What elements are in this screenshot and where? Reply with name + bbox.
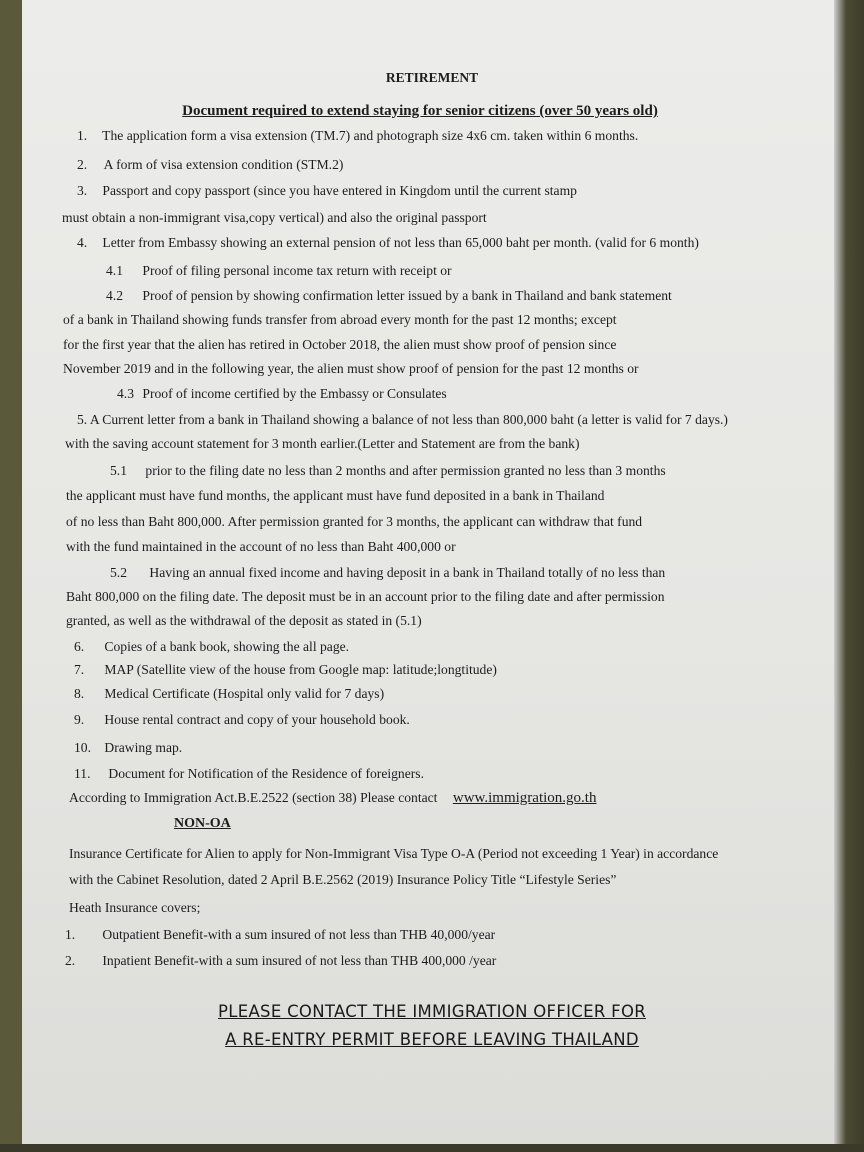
item-number: 2.	[77, 157, 88, 172]
item-number: 7.	[74, 662, 85, 677]
list-item-5-1	[110, 463, 666, 479]
item-number: 4.1	[106, 263, 123, 278]
list-item-11	[74, 766, 424, 782]
document-subtitle: Document required to extend staying for senior citizens (over 50 years old)	[182, 103, 658, 119]
item-text: Proof of income certified by the Embassy or Consulates	[142, 386, 447, 401]
item-number: 6.	[74, 639, 85, 654]
non-oa-paragraph-2: with the Cabinet Resolution, dated 2 April B.E.2562 (2019) Insurance Policy Title “Lifestyle Series”	[69, 872, 617, 887]
item-text: The application form a visa extension (TM.7) and photograph size 4x6 cm. taken within 6 months.	[102, 128, 639, 143]
item-number: 1.	[65, 927, 76, 942]
non-oa-paragraph-1: Insurance Certificate for Alien to apply for Non-Immigrant Visa Type O-A (Period not exceeding 1 Year) in accordance	[69, 846, 719, 861]
item-text: Document for Notification of the Residence of foreigners.	[108, 766, 424, 781]
list-item-5-2-line-2: Baht 800,000 on the filing date. The deposit must be in an account prior to the filing date and after permission	[66, 589, 665, 604]
item-text: Proof of filing personal income tax return with receipt or	[142, 263, 452, 278]
list-item-2	[77, 157, 343, 173]
item-number: 3.	[77, 183, 88, 198]
list-item-3-continued: must obtain a non-immigrant visa,copy vertical) and also the original passport	[62, 210, 487, 225]
non-oa-paragraph-3: Heath Insurance covers;	[69, 900, 201, 915]
item-text: House rental contract and copy of your household book.	[104, 712, 410, 727]
list-item-5-1-line-3: of no less than Baht 800,000. After permission granted for 3 months, the applicant can withdraw that fund	[66, 514, 643, 529]
item-text: MAP (Satellite view of the house from Google map: latitude;longtitude)	[104, 662, 497, 677]
item-number: 8.	[74, 686, 85, 701]
item-number: 4.3	[117, 386, 134, 401]
item-number: 1.	[77, 128, 88, 143]
list-item-9	[74, 712, 410, 728]
reentry-notice-line-1: PLEASE CONTACT THE IMMIGRATION OFFICER FOR	[218, 1002, 646, 1021]
list-item-4-2-line-4: November 2019 and in the following year, the alien must show proof of pension for the past 12 months or	[63, 361, 639, 376]
list-item-4-2-line-2: of a bank in Thailand showing funds transfer from abroad every month for the past 12 months; except	[63, 312, 617, 327]
benefit-item-1	[65, 927, 495, 943]
list-item-7	[74, 662, 497, 678]
list-item-5-1-line-4: with the fund maintained in the account of no less than Baht 400,000 or	[66, 539, 456, 554]
list-item-8	[74, 686, 384, 702]
item-text: Passport and copy passport (since you have entered in Kingdom until the current stamp	[102, 183, 577, 198]
item-number: 2.	[65, 953, 76, 968]
list-item-4	[77, 235, 699, 251]
list-item-1	[77, 128, 638, 144]
item-text: Letter from Embassy showing an external pension of not less than 65,000 baht per month. (valid for 6 month)	[102, 235, 699, 250]
item-number: 5.2	[110, 565, 127, 580]
list-item-3	[77, 183, 577, 199]
immigration-website-link[interactable]: www.immigration.go.th	[452, 790, 597, 806]
item-text: Proof of pension by showing confirmation letter issued by a bank in Thailand and bank statement	[142, 288, 672, 303]
item-text: Medical Certificate (Hospital only valid for 7 days)	[104, 686, 385, 701]
benefit-item-2	[65, 953, 496, 969]
list-item-10	[74, 740, 182, 756]
non-oa-heading: NON-OA	[174, 816, 231, 831]
item-text: prior to the filing date no less than 2 months and after permission granted no less than 3 months	[145, 463, 666, 478]
list-item-5-2	[110, 565, 665, 581]
list-item-5: 5. A Current letter from a bank in Thailand showing a balance of not less than 800,000 baht (a letter is valid for 7 days.)	[77, 412, 728, 427]
contact-line	[69, 790, 596, 806]
item-text: Outpatient Benefit-with a sum insured of not less than THB 40,000/year	[102, 927, 496, 942]
list-item-5-2-line-3: granted, as well as the withdrawal of the deposit as stated in (5.1)	[66, 613, 422, 628]
item-text: Drawing map.	[104, 740, 183, 755]
list-item-5-1-line-2: the applicant must have fund months, the applicant must have fund deposited in a bank in Thailand	[66, 488, 605, 503]
item-number: 4.2	[106, 288, 123, 303]
list-item-6	[74, 639, 349, 655]
item-text: A form of visa extension condition (STM.2)	[103, 157, 344, 172]
list-item-4-2-line-3: for the first year that the alien has retired in October 2018, the alien must show proof of pension since	[63, 337, 617, 352]
item-text: Inpatient Benefit-with a sum insured of not less than THB 400,000 /year	[102, 953, 497, 968]
page-bottom-edge	[0, 1144, 864, 1152]
contact-text: According to Immigration Act.B.E.2522 (section 38) Please contact	[69, 790, 438, 805]
list-item-5-continued: with the saving account statement for 3 month earlier.(Letter and Statement are from the bank)	[65, 436, 580, 451]
list-item-4-1	[106, 263, 452, 279]
document-title: RETIREMENT	[385, 70, 479, 85]
item-number: 4.	[77, 235, 88, 250]
item-number: 9.	[74, 712, 85, 727]
item-number: 10.	[74, 740, 91, 755]
item-text: Having an annual fixed income and having deposit in a bank in Thailand totally of no less than	[149, 565, 666, 580]
page-edge-shadow	[834, 0, 864, 1152]
list-item-4-3	[117, 386, 447, 402]
reentry-notice-line-2: A RE-ENTRY PERMIT BEFORE LEAVING THAILAND	[225, 1030, 639, 1049]
item-number: 11.	[74, 766, 91, 781]
list-item-4-2	[106, 288, 672, 304]
item-number: 5.1	[110, 463, 127, 478]
item-text: Copies of a bank book, showing the all page.	[104, 639, 350, 654]
